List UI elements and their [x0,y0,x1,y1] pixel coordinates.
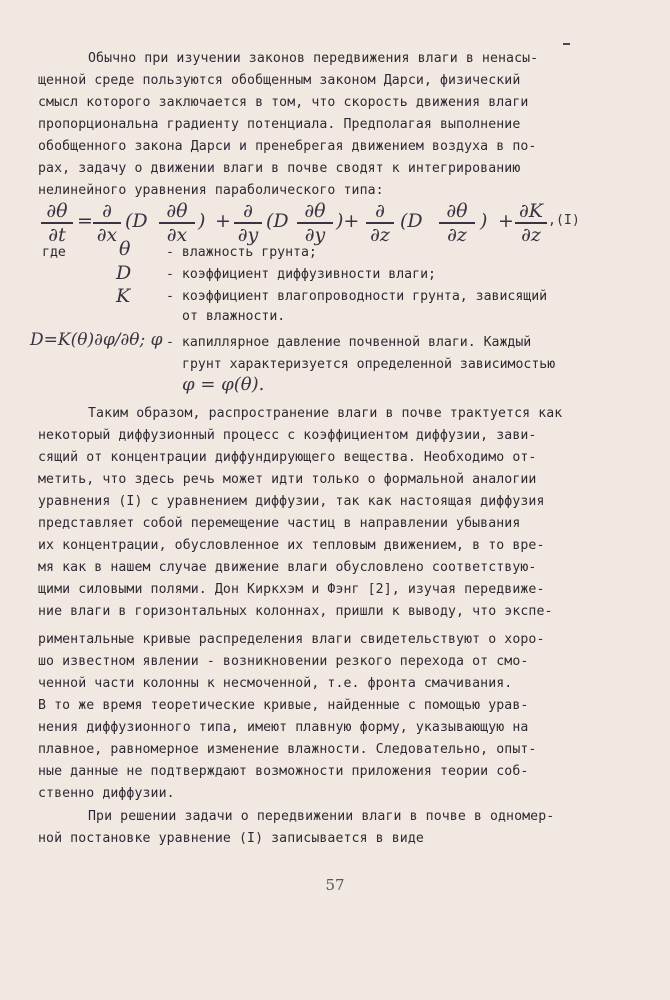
text-line: ченной части колонны к несмоченной, т.е. фронта смачивания. [38,676,513,691]
phi-dependence: φ = φ(θ). [182,374,265,395]
fraction-dtheta-dt: ∂θ ∂t [40,200,74,246]
equation-number: ,(I) [548,213,580,228]
fraction-dk-dz: ∂K ∂z [514,200,548,246]
text-line: мя как в нашем случае движение влаги обусловлено соответствую- [38,560,537,575]
text-line: шо известном явлении - возникновении резкого перехода от смо- [38,654,529,669]
text-line: риментальные кривые распределения влаги свидетельствуют о хоро- [38,632,545,647]
text-line: Обычно при изучении законов передвижения влаги в ненасы- [88,51,539,66]
text-line: При решении задачи о передвижении влаги в почве в одномер- [88,809,555,824]
text-line: плавное, равномерное изменение влажности. Следовательно, опыт- [38,742,537,757]
text-line: пропорциональна градиенту потенциала. Предполагая выполнение [38,117,521,132]
text-line: ние влаги в горизонтальных колоннах, пришли к выводу, что экспе- [38,604,553,619]
symbol-k: K [116,285,131,307]
definition-text: грунт характеризуется определенной зависимостью [182,357,556,372]
symbol-theta: θ [119,238,131,260]
text-line: обобщенного закона Дарси и пренебрегая движением воздуха в по- [38,139,537,154]
fraction-d-dz: ∂ ∂z [365,200,395,246]
text-line: рах, задачу о движении влаги в почве сводят к интегрированию [38,161,521,176]
text-line: Таким образом, распространение влаги в почве трактуется как [88,406,563,421]
fraction-d-dx: ∂ ∂x [92,200,122,246]
text-line: ные данные не подтверждают возможности приложения теории соб- [38,764,529,779]
where-label: где [42,245,66,260]
symbol-d: D [116,262,132,284]
text-line: метить, что здесь речь может идти только о формальной аналогии [38,472,537,487]
scan-mark [563,43,570,45]
fraction-dtheta-dz: ∂θ ∂z [438,200,476,246]
text-line: ной постановке уравнение (I) записывается в виде [38,831,424,846]
text-line: сящий от концентрации диффундирующего вещества. Необходимо от- [38,450,537,465]
fraction-dtheta-dy: ∂θ ∂y [296,200,334,246]
text-line: некоторый диффузионный процесс с коэффициентом диффузии, зави- [38,428,537,443]
fraction-dtheta-dx: ∂θ ∂x [158,200,196,246]
equation-1: ∂θ ∂t = ∂ ∂x (D ∂θ ∂x ) + ∂ ∂y (D ∂θ ∂y )+ ∂ ∂z (D ∂θ ∂z ) + ∂K ∂z ,(I) [40,200,640,252]
definition-text: - капиллярное давление почвенной влаги. Каждый [166,335,532,350]
text-line: смысл которого заключается в том, что скорость движения влаги [38,95,529,110]
text-line: В то же время теоретические кривые, найденные с помощью урав- [38,698,529,713]
text-line: их концентрации, обусловленное их тепловым движением, в то вре- [38,538,545,553]
definition-text: - коэффициент влагопроводности грунта, зависящий [166,289,548,304]
definition-text: - коэффициент диффузивности влаги; [166,267,436,282]
page-number: 57 [325,876,345,894]
text-line: представляет собой перемещение частиц в направлении убывания [38,516,521,531]
text-line: нелинейного уравнения параболического типа: [38,183,384,198]
text-line: нения диффузионного типа, имеют плавную форму, указывающую на [38,720,529,735]
d-formula: D=K(θ)∂φ/∂θ; φ [30,330,163,350]
text-line: щенной среде пользуются обобщенным законом Дарси, физический [38,73,521,88]
text-line: ственно диффузии. [38,786,175,801]
fraction-d-dy: ∂ ∂y [233,200,263,246]
text-line: уравнения (I) с уравнением диффузии, так как настоящая диффузия [38,494,545,509]
text-line: щими силовыми полями. Дон Киркхэм и Фэнг [2], изучая передвиже- [38,582,545,597]
definition-text: - влажность грунта; [166,245,317,260]
definition-text: от влажности. [182,309,286,324]
